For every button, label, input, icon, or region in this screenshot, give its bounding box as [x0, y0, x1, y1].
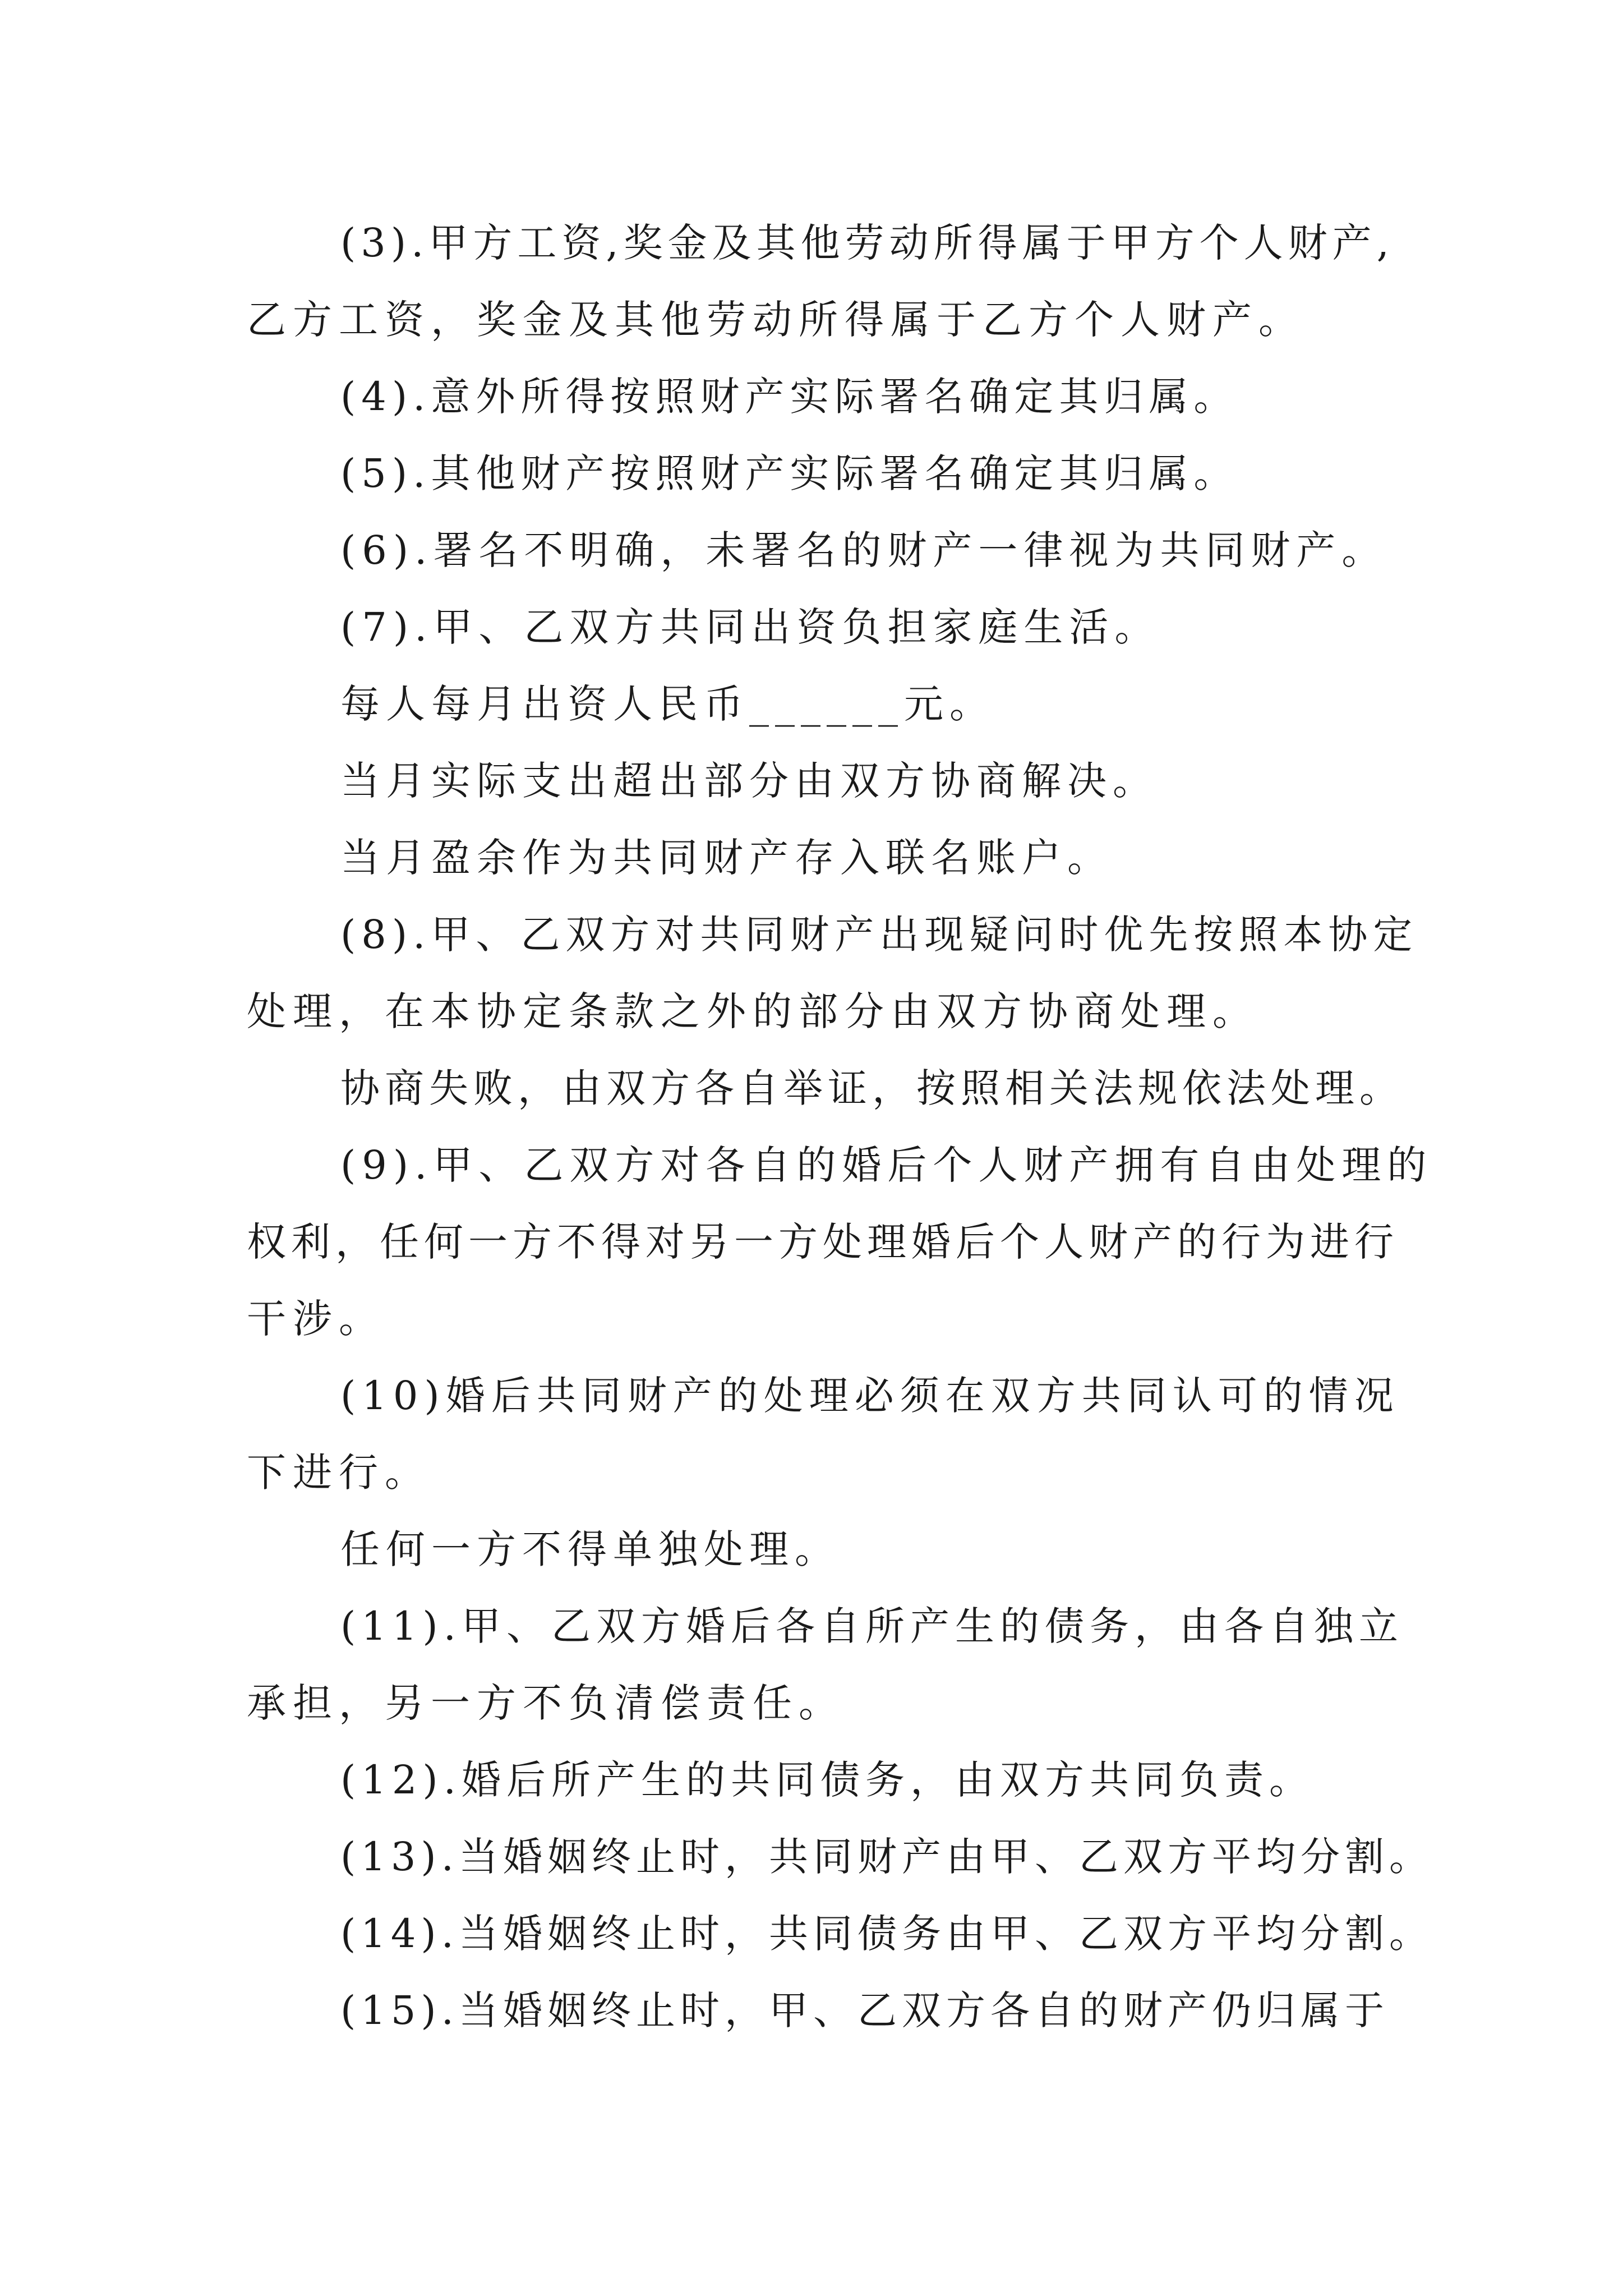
clause-9-line-3: 干涉。 [247, 1296, 385, 1342]
clause-12: (12).婚后所产生的共同债务，由双方共同负责。 [340, 1757, 1314, 1803]
surplus-line: 当月盈余作为共同财产存入联名账户。 [340, 835, 1113, 881]
clause-9-line-2: 权利，任何一方不得对另一方处理婚后个人财产的行为进行 [247, 1219, 1399, 1265]
clause-11-line-1: (11).甲、乙双方婚后各自所产生的债务，由各自独立 [340, 1603, 1404, 1649]
clause-11-line-2: 承担，另一方不负清偿责任。 [247, 1680, 845, 1726]
no-unilateral-disposal-line: 任何一方不得单独处理。 [340, 1526, 840, 1572]
negotiation-failure-line: 协商失败，由双方各自举证，按照相关法规依法处理。 [340, 1065, 1404, 1111]
clause-7: (7).甲、乙双方共同出资负担家庭生活。 [340, 604, 1160, 650]
overspend-line: 当月实际支出超出部分由双方协商解决。 [340, 758, 1158, 804]
clause-14: (14).当婚姻终止时，共同债务由甲、乙双方平均分割。 [340, 1911, 1433, 1957]
clause-10-line-1: (10)婚后共同财产的处理必须在双方共同认可的情况 [340, 1373, 1400, 1419]
clause-8-line-1: (8).甲、乙双方对共同财产出现疑问时优先按照本协定 [340, 912, 1418, 958]
clause-3-line-1: (3).甲方工资,奖金及其他劳动所得属于甲方个人财产, [340, 220, 1394, 266]
clause-3-line-2: 乙方工资，奖金及其他劳动所得属于乙方个人财产。 [247, 297, 1304, 343]
clause-8-line-2: 处理，在本协定条款之外的部分由双方协商处理。 [247, 988, 1258, 1034]
monthly-contribution-line: 每人每月出资人民币______元。 [340, 681, 995, 727]
clause-9-line-1: (9).甲、乙双方对各自的婚后个人财产拥有自由处理的 [340, 1142, 1433, 1188]
clause-4: (4).意外所得按照财产实际署名确定其归属。 [340, 374, 1239, 420]
clause-5: (5).其他财产按照财产实际署名确定其归属。 [340, 450, 1239, 496]
clause-6: (6).署名不明确，未署名的财产一律视为共同财产。 [340, 527, 1387, 573]
clause-13: (13).当婚姻终止时，共同财产由甲、乙双方平均分割。 [340, 1834, 1433, 1880]
clause-15-line-1: (15).当婚姻终止时，甲、乙双方各自的财产仍归属于 [340, 1987, 1389, 2033]
clause-10-line-2: 下进行。 [247, 1450, 431, 1496]
